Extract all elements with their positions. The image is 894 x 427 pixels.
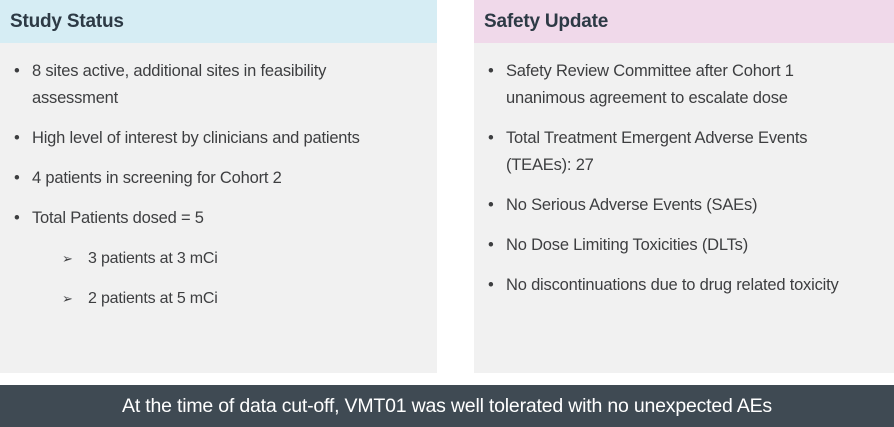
bullet-text [32,125,360,152]
bullet-text [32,205,204,232]
bullet-marker-icon: • [488,236,494,254]
bullet-text-line: 4 patients in screening for Cohort 2 [32,169,282,187]
bullet-marker-icon: • [14,169,20,187]
bullet-item [488,125,884,179]
bullet-item [14,205,427,232]
arrow-marker-icon: ➢ [62,251,73,266]
bullet-text-line: No Dose Limiting Toxicities (DLTs) [506,236,748,254]
bullet-item [488,272,884,299]
bullet-marker-icon: • [14,62,20,80]
bullet-text [88,285,218,312]
bullet-marker-icon: • [488,62,494,80]
bullet-text-line: 2 patients at 5 mCi [88,290,218,307]
bullet-item [14,165,427,192]
bullet-text-line: Safety Review Committee after Cohort 1 [506,62,794,80]
bullet-marker-icon: • [488,129,494,147]
bullet-text-line: unanimous agreement to escalate dose [506,89,788,107]
bullet-text-line: High level of interest by clinicians and patients [32,129,360,147]
bullet-item [14,125,427,152]
bullet-item [488,58,884,112]
panel-title-safety-update: Safety Update [484,10,609,32]
panel-header-safety-update [474,0,894,43]
footer-banner [0,385,894,427]
panel-title-study-status: Study Status [10,10,124,32]
bullet-item [488,232,884,259]
bullet-text-line: assessment [32,89,119,107]
panel-body-safety-update [474,43,894,373]
panel-safety-update [474,0,894,373]
bullet-text [506,272,839,299]
bullet-text-line: No Serious Adverse Events (SAEs) [506,196,758,214]
bullet-text-line: 8 sites active, additional sites in feasibility [32,62,327,80]
sub-bullet-item [62,285,427,312]
footer-text: At the time of data cut-off, VMT01 was well tolerated with no unexpected AEs [122,394,772,417]
bullet-marker-icon: • [14,129,20,147]
bullet-text-line: Total Patients dosed = 5 [32,209,204,227]
panel-study-status [0,0,437,373]
bullet-item [488,192,884,219]
bullet-marker-icon: • [488,196,494,214]
bullet-text [32,58,326,112]
bullet-text [32,165,282,192]
bullet-text-line: (TEAEs): 27 [506,156,594,174]
panel-header-study-status [0,0,437,43]
bullet-text [506,232,748,259]
bullet-item [14,58,427,112]
bullet-text-line: 3 patients at 3 mCi [88,250,218,267]
bullet-text [506,125,807,179]
bullet-marker-icon: • [488,276,494,294]
bullet-text-line: Total Treatment Emergent Adverse Events [506,129,808,147]
bullet-marker-icon: • [14,209,20,227]
bullet-text [506,192,757,219]
panel-body-study-status [0,43,437,373]
bullet-text [506,58,794,112]
arrow-marker-icon: ➢ [62,291,73,306]
bullet-text [88,245,218,272]
bullet-text-line: No discontinuations due to drug related toxicity [506,276,839,294]
sub-bullet-item [62,245,427,272]
